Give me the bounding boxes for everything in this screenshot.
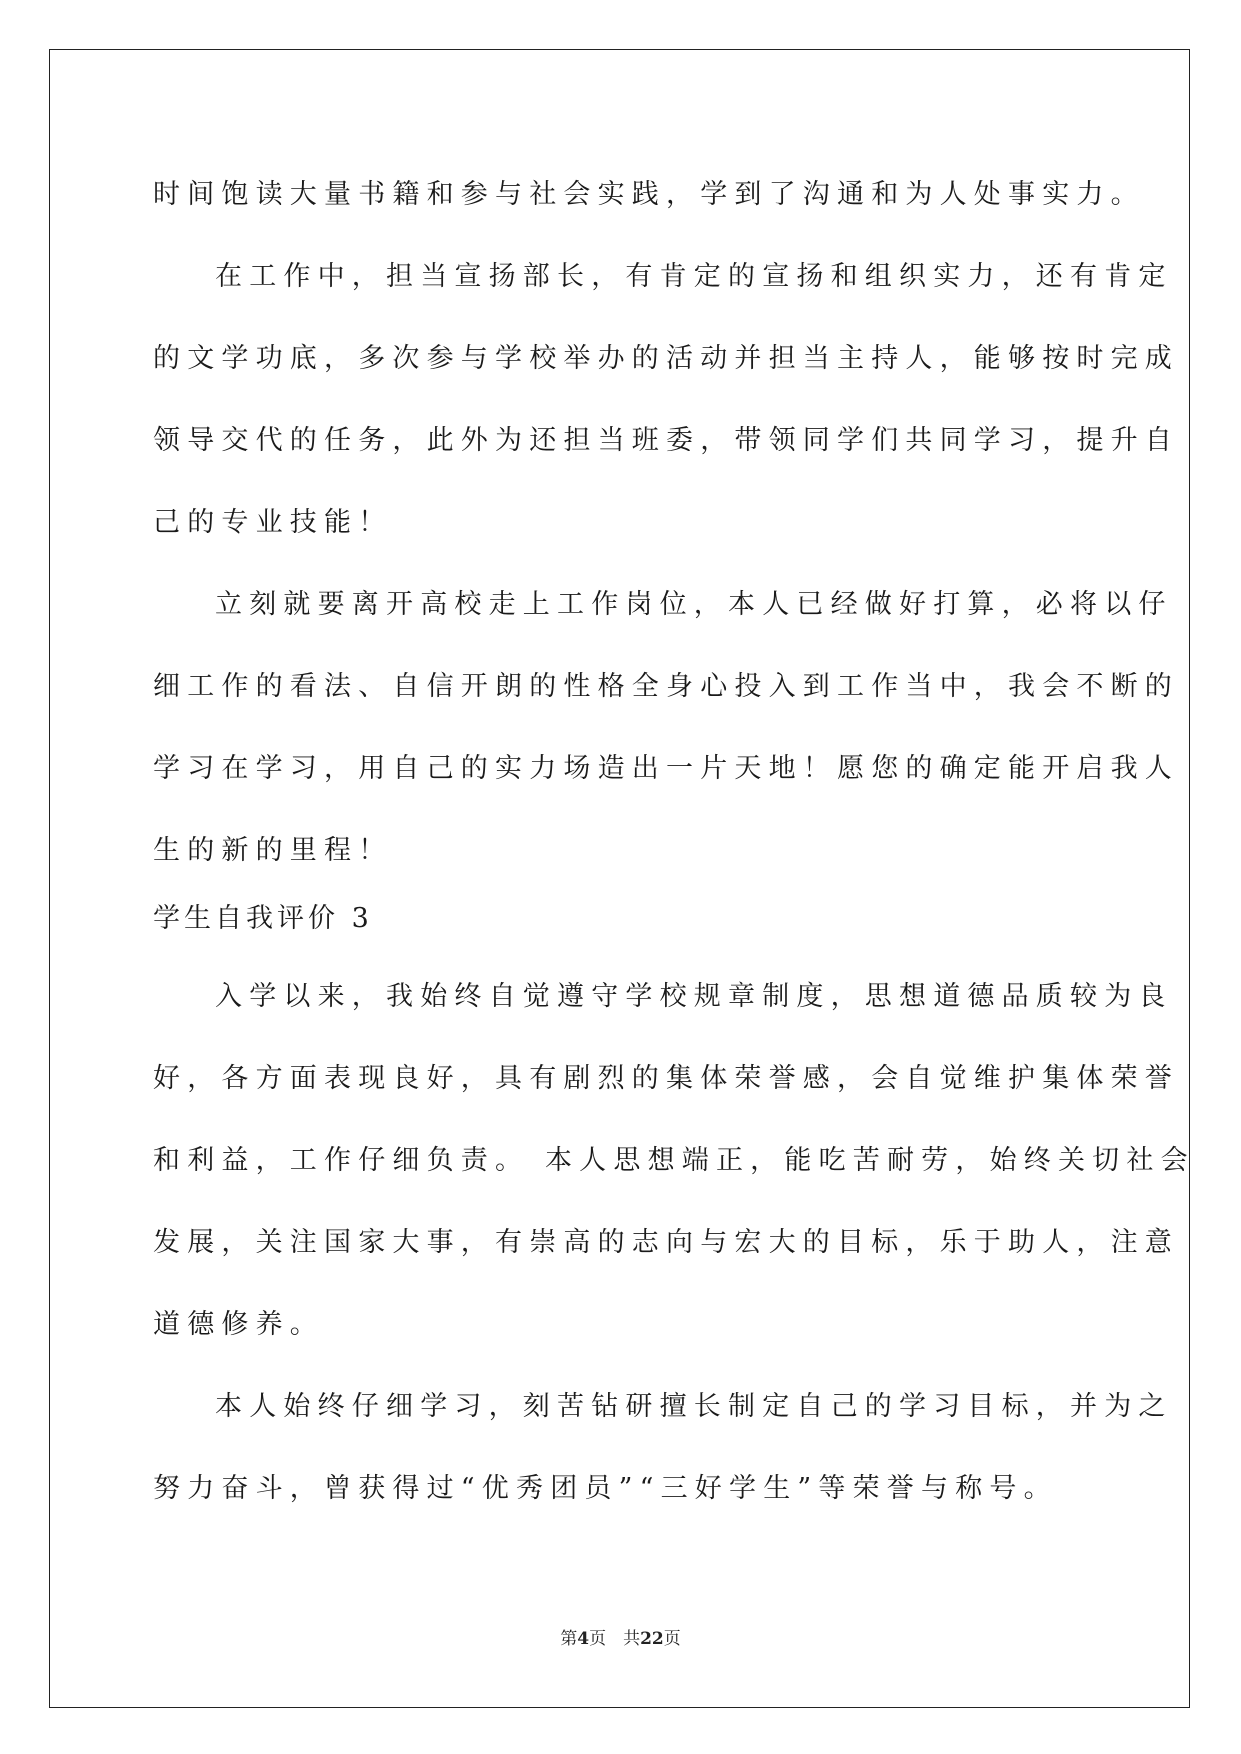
current-page-number: 4	[577, 1629, 590, 1649]
paragraph-line: 时间饱读大量书籍和参与社会实践，学到了沟通和为人处事实力。	[153, 179, 1145, 210]
page-footer	[0, 1624, 1241, 1649]
paragraph-line: 好，各方面表现良好，具有剧烈的集体荣誉感，会自觉维护集体荣誉	[153, 1063, 1179, 1094]
paragraph-line: 发展，关注国家大事，有崇高的志向与宏大的目标，乐于助人，注意	[153, 1227, 1179, 1258]
paragraph-line: 入学以来，我始终自觉遵守学校规章制度，思想道德品质较为良	[215, 981, 1173, 1012]
paragraph-line: 在工作中，担当宣扬部长，有肯定的宣扬和组织实力，还有肯定	[215, 261, 1173, 292]
paragraph-line: 己的专业技能！	[153, 507, 393, 538]
footer-suffix: 页	[663, 1629, 681, 1649]
paragraph-line: 生的新的里程！	[153, 835, 393, 866]
paragraph-line: 努力奋斗，曾获得过“优秀团员”“三好学生”等荣誉与称号。	[153, 1473, 1058, 1504]
paragraph-line: 细工作的看法、自信开朗的性格全身心投入到工作当中，我会不断的	[153, 671, 1179, 702]
section-heading: 学生自我评价 3	[153, 903, 373, 934]
paragraph-line: 和利益，工作仔细负责。 本人思想端正，能吃苦耐劳，始终关切社会	[153, 1145, 1195, 1176]
footer-prefix: 第	[560, 1629, 578, 1649]
paragraph-line: 领导交代的任务，此外为还担当班委，带领同学们共同学习，提升自	[153, 425, 1179, 456]
total-page-number: 22	[640, 1629, 664, 1649]
paragraph-line: 本人始终仔细学习，刻苦钻研擅长制定自己的学习目标，并为之	[215, 1391, 1173, 1422]
paragraph-line: 道德修养。	[153, 1309, 324, 1340]
paragraph-line: 的文学功底，多次参与学校举办的活动并担当主持人，能够按时完成	[153, 343, 1179, 374]
paragraph-line: 立刻就要离开高校走上工作岗位，本人已经做好打算，必将以仔	[215, 589, 1173, 620]
paragraph-line: 学习在学习，用自己的实力场造出一片天地！愿您的确定能开启我人	[153, 753, 1179, 784]
footer-mid: 页 共	[589, 1629, 641, 1649]
document-body	[153, 160, 1195, 1536]
